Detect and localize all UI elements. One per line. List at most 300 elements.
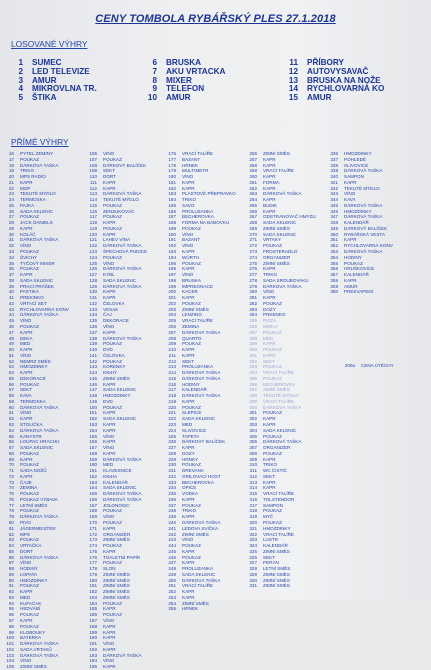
prize-name: POUKAZ bbox=[263, 433, 282, 439]
main-prizes-column-3 bbox=[285, 59, 384, 103]
prize-name: KAPR bbox=[20, 347, 33, 353]
prize-name: POUKAZ bbox=[263, 243, 282, 249]
prize-name: KAPR bbox=[344, 179, 357, 185]
prize-number: 349 bbox=[330, 225, 338, 231]
prize-name: POUKAZ bbox=[20, 623, 39, 629]
prize-name: SADA SKLENIC bbox=[263, 427, 297, 433]
prize-number: 1 bbox=[18, 58, 23, 67]
prize-number: 225 bbox=[168, 433, 176, 439]
prize-number: 292 bbox=[249, 358, 257, 364]
prize-number: 232 bbox=[168, 473, 176, 479]
prize-number: 204 bbox=[168, 312, 176, 318]
prize-number: 320 bbox=[249, 520, 257, 525]
prize-number: 251 bbox=[168, 583, 176, 589]
prize-name: KAPR bbox=[182, 589, 195, 595]
prize-number: 87 bbox=[8, 560, 14, 566]
prize-name: TERMOSKA bbox=[20, 197, 46, 203]
prize-name: DÁRKOVÁ TAŠKA bbox=[103, 652, 142, 658]
prize-name: KYBL bbox=[103, 272, 115, 278]
prize-name: MPS bbox=[20, 531, 30, 537]
prize-name: IMPREGNACE bbox=[182, 283, 213, 289]
prize-number: 229 bbox=[168, 456, 176, 462]
prize-name: HMOZDINKY bbox=[20, 577, 48, 583]
prize-name: KAPR bbox=[263, 208, 276, 214]
prize-name: ODSTRANOVAČ HMYZU bbox=[263, 214, 316, 220]
prize-number: 123 bbox=[89, 249, 97, 255]
prize-number: 67 bbox=[8, 445, 14, 451]
prize-number: 61 bbox=[8, 410, 14, 416]
prize-name: KOLÁČ bbox=[20, 231, 36, 237]
prize-name: ZIMNÍ SMĚS bbox=[263, 260, 290, 266]
page-title: CENY TOMBOLA RYBÁŘSKÝ PLES 27.1.2018 bbox=[95, 13, 336, 25]
prize-number: 278 bbox=[249, 277, 257, 283]
prize-number: 199 bbox=[168, 283, 176, 289]
prize-number: 358 bbox=[330, 277, 338, 283]
prize-number: 91 bbox=[8, 583, 14, 589]
prize-number: 169 bbox=[89, 514, 97, 520]
prize-name: KAPR bbox=[263, 156, 276, 162]
prize-name: KAPR bbox=[263, 341, 276, 347]
prize-number: 6 bbox=[152, 58, 157, 67]
prize-number: 22 bbox=[8, 185, 14, 191]
prize-number: 101 bbox=[6, 641, 14, 647]
prize-name: KAPR bbox=[103, 606, 116, 612]
prize-number: 30 bbox=[8, 231, 14, 237]
prize-name: PASTIKA bbox=[20, 289, 40, 295]
prize-row bbox=[162, 606, 236, 612]
prize-name: POUKAZ bbox=[103, 341, 122, 347]
prize-name: OPICE bbox=[182, 485, 197, 491]
prize-name: ŠPECHOVÁ PUDICE bbox=[103, 249, 148, 255]
prize-number: 216 bbox=[168, 381, 176, 387]
prize-number: 342 bbox=[330, 185, 338, 191]
prize-name: FROSTERADLO bbox=[263, 249, 298, 255]
prize-name: LAHEV VÍNA bbox=[103, 237, 131, 243]
prize-number: 35 bbox=[8, 260, 14, 266]
main-prizes-column-2 bbox=[144, 59, 225, 103]
prize-name: DÁRKOVÁ TAŠKA bbox=[20, 237, 59, 243]
prize-number: 329 bbox=[249, 571, 257, 577]
prize-name: PIZZA bbox=[263, 318, 277, 324]
prize-number: 352 bbox=[330, 243, 338, 249]
prize-name: SLEPICE bbox=[182, 410, 202, 416]
prize-number: 330 bbox=[249, 577, 257, 583]
prize-number: 186 bbox=[89, 612, 97, 618]
prize-name: POUKAZ bbox=[103, 543, 122, 549]
prize-name: ZIMNÍ SMĚS bbox=[103, 589, 130, 595]
prize-number: 265 bbox=[249, 202, 257, 208]
prize-number: 124 bbox=[89, 254, 97, 260]
prize-name: JOLONOSIC bbox=[103, 502, 130, 508]
prize-name: SEKT bbox=[263, 554, 275, 560]
prize-name: KAPR bbox=[182, 266, 195, 272]
prize-number: 327 bbox=[249, 560, 257, 566]
prize-number: 190 bbox=[89, 635, 97, 641]
prize-number: 283 bbox=[249, 306, 257, 312]
prize-number: 328 bbox=[249, 566, 257, 572]
prize-name: KALENDÁŘ bbox=[182, 387, 207, 393]
prize-name: VRACÍ TALÍŘE bbox=[263, 398, 294, 404]
prize-number: 141 bbox=[89, 352, 97, 358]
prize-name: SAMPON bbox=[263, 502, 283, 508]
main-prizes-column-1 bbox=[10, 59, 97, 103]
prize-number: 104 bbox=[6, 658, 14, 664]
prize-name: KAPR bbox=[182, 352, 195, 358]
prize-number: 203 bbox=[168, 306, 176, 312]
prize-name: KAPR bbox=[182, 496, 195, 502]
prize-name: ZIMNÍ SMĚS bbox=[182, 531, 209, 537]
prize-number: 193 bbox=[168, 249, 176, 255]
prize-name: KUFAČAK bbox=[20, 600, 42, 606]
prize-number: 212 bbox=[168, 358, 176, 364]
prize-number: 144 bbox=[89, 370, 97, 376]
prize-number: 160 bbox=[89, 462, 97, 468]
prize-name: MPS RADIO bbox=[20, 174, 46, 180]
prize-number: 79 bbox=[8, 514, 14, 520]
prize-name: VÍNO bbox=[103, 514, 115, 520]
prize-name: ZIMNÍ SMĚS bbox=[263, 225, 290, 231]
prize-name: VÍNO bbox=[182, 243, 194, 249]
prize-name: VÍNO bbox=[103, 260, 115, 266]
prize-number: 7 bbox=[152, 66, 157, 76]
prize-number: 331 bbox=[249, 583, 257, 589]
prize-name: KNIHY bbox=[103, 370, 118, 376]
prize-number: 184 bbox=[168, 197, 176, 203]
prize-number: 281 bbox=[249, 295, 257, 301]
prize-number: 189 bbox=[89, 629, 97, 635]
prize-number: 346 bbox=[330, 208, 338, 214]
prize-name: POHLEDÉ bbox=[344, 156, 366, 162]
prize-number: 254 bbox=[168, 600, 176, 606]
prize-number: 205 bbox=[168, 318, 176, 324]
prize-name: POUKAZ bbox=[20, 462, 39, 468]
prize-name: ČELOVKA bbox=[103, 352, 125, 358]
prize-name: BECHEROVKA bbox=[182, 214, 214, 220]
prize-number: 83 bbox=[8, 537, 14, 543]
prize-name: HRNKY bbox=[182, 456, 199, 462]
prize-number: 41 bbox=[8, 295, 14, 301]
prize-name: ZIMNÍ SMĚS bbox=[103, 583, 130, 589]
prize-name: BRUSKA bbox=[182, 277, 201, 283]
prize-name: DÁRKOVÁ TAŠKA bbox=[263, 439, 302, 445]
prize-name: DÁRKOVÁ TAŠKA bbox=[103, 335, 142, 341]
prize-number: 36 bbox=[8, 266, 14, 272]
prize-name: ZEMINA bbox=[20, 485, 38, 491]
prize-name: MED bbox=[20, 341, 31, 347]
prize-name: KAPR bbox=[182, 295, 195, 301]
prize-name: ČELOVKA bbox=[103, 300, 125, 306]
prize-number: 177 bbox=[168, 156, 176, 162]
prize-number: 343 bbox=[330, 191, 338, 197]
prize-number: 17 bbox=[8, 156, 14, 162]
prize-name: AKU VRTACKA bbox=[166, 66, 226, 76]
prize-name: VÍNO bbox=[103, 658, 115, 664]
prize-name: VÍNO bbox=[103, 433, 115, 439]
prize-number: 24 bbox=[8, 197, 14, 203]
prize-name: STOLIČKA bbox=[20, 421, 43, 427]
prize-name: KAPR bbox=[263, 416, 276, 422]
prize-number: 341 bbox=[330, 179, 338, 185]
prize-name: KAPR bbox=[103, 421, 116, 427]
prize-number: 12 bbox=[288, 66, 298, 76]
prize-number: 78 bbox=[8, 508, 14, 514]
prize-number: 28 bbox=[8, 220, 14, 226]
prize-name: MULTIMETR bbox=[182, 168, 209, 174]
prize-number: 27 bbox=[8, 214, 14, 220]
prize-number: 157 bbox=[89, 445, 97, 451]
prize-number: 112 bbox=[89, 185, 97, 191]
prize-number: 48 bbox=[8, 335, 14, 341]
prize-name: ZIMNÍ SMĚS bbox=[103, 537, 130, 543]
prize-name: ZIMNÍ SMĚS bbox=[103, 577, 130, 583]
prize-name: POUKAZ bbox=[20, 583, 39, 589]
prize-name: LETNÍ SMĚS bbox=[20, 502, 48, 508]
prize-name: TRIKO bbox=[20, 168, 35, 174]
prize-name: HMOZDINKY bbox=[20, 364, 48, 370]
prize-number: 25 bbox=[8, 202, 14, 208]
prize-name: KALENDÁŘ bbox=[344, 272, 369, 278]
main-prize-row bbox=[285, 85, 384, 94]
prize-number: 274 bbox=[249, 254, 257, 260]
prize-name: POUKAZ bbox=[182, 225, 201, 231]
prize-name: KALENDÁŘ bbox=[263, 543, 288, 549]
prize-number: 266 bbox=[249, 208, 257, 214]
prize-name: DÁRKOVÁ TAŠKA bbox=[20, 652, 59, 658]
prize-number: 159 bbox=[89, 456, 97, 462]
prize-number: 75 bbox=[8, 491, 14, 497]
prize-number: 284 bbox=[249, 312, 257, 318]
prize-name: DÁRKOVÁ TAŠKA bbox=[103, 191, 142, 197]
prize-number: 74 bbox=[8, 485, 14, 491]
prize-name: KAPR bbox=[263, 352, 276, 358]
prize-row bbox=[83, 664, 147, 670]
prize-name: POUKAZ bbox=[103, 254, 122, 260]
prize-number: 77 bbox=[8, 502, 14, 508]
prize-name: KAVA bbox=[344, 197, 356, 203]
prize-name: DVD bbox=[103, 347, 113, 353]
prize-name: DÁRKOVÁ TAŠKA bbox=[263, 283, 302, 289]
prize-number: 173 bbox=[89, 537, 97, 543]
prize-name: DEKORACE bbox=[20, 375, 46, 381]
prize-name: CENA ÚTĚCHY bbox=[361, 363, 394, 368]
prize-name: POUKAZ bbox=[263, 520, 282, 525]
prize-number: 257 bbox=[249, 156, 257, 162]
prize-name: BRUSKA NA NOŽE bbox=[307, 75, 381, 85]
prize-number: 318 bbox=[249, 508, 257, 514]
prize-name: DÁRKOVÁ TAŠKA bbox=[103, 283, 142, 289]
prize-number: 49 bbox=[8, 341, 14, 347]
prize-name: SADA SKLENIC bbox=[263, 231, 297, 237]
prize-number: 285 bbox=[249, 318, 257, 324]
prize-number: 350 bbox=[330, 231, 338, 237]
prize-name: PYTEL ZEMINY bbox=[20, 151, 54, 156]
prize-number: 155 bbox=[89, 433, 97, 439]
prize-name: PROLUZANKA bbox=[182, 208, 214, 214]
prize-name: DOZY bbox=[263, 306, 276, 312]
prize-name: POUKAZ bbox=[103, 225, 122, 231]
prize-number: 134 bbox=[89, 312, 97, 318]
prize-name: PREKVAPENÍ bbox=[344, 289, 374, 295]
prize-number: 258 bbox=[249, 162, 257, 168]
prize-name: VRACÍ TALÍŘE bbox=[182, 318, 213, 324]
prize-name: RYCHLOVARNÁ KONV bbox=[344, 243, 393, 249]
prize-number: 46 bbox=[8, 323, 14, 329]
prize-number: 189 bbox=[168, 225, 176, 231]
prize-number: 98 bbox=[8, 623, 14, 629]
prize-number: 321 bbox=[249, 525, 257, 531]
prize-name: ORGANIZER bbox=[263, 254, 291, 260]
prize-number: 305 bbox=[249, 433, 257, 439]
prize-number: 344 bbox=[330, 197, 338, 203]
prize-name: VÍNO bbox=[103, 445, 115, 451]
prize-name: SADA SKLENIC bbox=[20, 208, 54, 214]
prize-name: HRUŠKOVICE bbox=[344, 266, 375, 272]
prize-name: MYČ bbox=[263, 514, 274, 520]
prize-name: DÁRKOVÁ TAŠKA bbox=[344, 202, 383, 208]
prize-number: 238 bbox=[168, 508, 176, 514]
prize-number: 209 bbox=[168, 341, 176, 347]
prize-number: 165 bbox=[89, 491, 97, 497]
prize-name: RYCHLOVARNÁ KO bbox=[307, 84, 385, 94]
prize-number: 226 bbox=[168, 439, 176, 445]
prize-name: DORT bbox=[20, 548, 33, 554]
prize-number: 137 bbox=[89, 329, 97, 335]
prize-number: 18 bbox=[8, 162, 14, 168]
prize-name: SEKT bbox=[182, 358, 194, 364]
prize-number: 190 bbox=[168, 231, 176, 237]
prize-number: 217 bbox=[168, 387, 176, 393]
prize-number: 73 bbox=[8, 479, 14, 485]
prize-number: 233 bbox=[168, 479, 176, 485]
prize-number: 38 bbox=[8, 277, 14, 283]
prize-name: TELEFON bbox=[166, 84, 205, 94]
prize-number: 347 bbox=[330, 214, 338, 220]
prize-number: 140 bbox=[89, 347, 97, 353]
prize-name: DREVANA bbox=[182, 468, 204, 474]
prize-name: KAPR bbox=[103, 220, 116, 226]
prize-name: MED bbox=[103, 462, 114, 468]
prize-number: 338 bbox=[330, 162, 338, 168]
prize-name: HODINY bbox=[344, 254, 362, 260]
prize-name: KAPR bbox=[20, 225, 33, 231]
prize-name: DÁRKOVÁ TAŠKA bbox=[20, 427, 59, 433]
prize-name: DÁRKOVÁ TAŠKA bbox=[103, 243, 142, 249]
prize-number: 237 bbox=[168, 502, 176, 508]
prize-number: 259 bbox=[249, 168, 257, 174]
prize-number: 31 bbox=[8, 237, 14, 243]
prize-number: 186 bbox=[168, 208, 176, 214]
prize-number: 117 bbox=[89, 214, 97, 220]
prize-name: KAPR bbox=[103, 439, 116, 445]
prize-number: 97 bbox=[8, 618, 14, 624]
prize-name: TRIKO bbox=[182, 197, 197, 203]
prize-number: 40 bbox=[8, 289, 14, 295]
prize-number: 353 bbox=[330, 249, 338, 255]
prize-name: DÁRKOVÁ TAŠKA bbox=[182, 577, 221, 583]
prize-number: 26 bbox=[8, 208, 14, 214]
prize-number: 194 bbox=[89, 658, 97, 664]
prize-number: 280 bbox=[249, 289, 257, 295]
direct-prizes-column-3 bbox=[162, 151, 236, 612]
prize-name: KAPR bbox=[263, 197, 276, 203]
prize-number: 235 bbox=[168, 491, 176, 497]
prize-name: BRUSKA bbox=[166, 58, 202, 67]
prize-name: VÍNO bbox=[20, 318, 32, 324]
prize-name: ZIMNÍ SMĚS bbox=[103, 571, 130, 577]
prize-number: 200 bbox=[168, 289, 176, 295]
prize-number: 122 bbox=[89, 243, 97, 249]
prize-name: KAPR bbox=[263, 162, 276, 168]
prize-number: 179 bbox=[168, 168, 176, 174]
prize-name: SLIVOVICE bbox=[344, 162, 369, 168]
prize-name: POUKAZ bbox=[20, 323, 39, 329]
prize-number: 81 bbox=[8, 525, 14, 531]
prize-name: SEKT bbox=[263, 358, 275, 364]
prize-name: HEDVÁBÍ bbox=[20, 606, 41, 612]
prize-name: POUKAZ bbox=[103, 612, 122, 618]
prize-name: POUKAZ bbox=[103, 202, 122, 208]
prize-number: 307 bbox=[249, 445, 257, 451]
prize-name: DÁRKOVÁ TAŠKA bbox=[103, 456, 142, 462]
prize-number: 181 bbox=[168, 179, 176, 185]
prize-number: 219 bbox=[168, 398, 176, 404]
prize-name: HRNEK bbox=[182, 162, 199, 168]
prize-number: 270 bbox=[249, 231, 257, 237]
prize-number: 188 bbox=[89, 623, 97, 629]
prize-name: POUKAZ bbox=[103, 600, 122, 606]
prize-number: 23 bbox=[8, 191, 14, 197]
prize-number: 109 bbox=[89, 168, 97, 174]
prize-name: VÍNO bbox=[182, 272, 194, 278]
prize-name: DÁRKOVÝ BALÍČEK bbox=[103, 162, 147, 168]
prize-number: 239 bbox=[168, 514, 176, 520]
prize-number: 289 bbox=[249, 341, 257, 347]
prize-number: 150 bbox=[89, 404, 97, 410]
prize-name: FORMA NA BÁBOVKU bbox=[182, 220, 230, 226]
prize-name: RYBÁŘSKÁ VESTA bbox=[344, 231, 385, 237]
prize-number: 242 bbox=[168, 531, 176, 537]
prize-name: KAPR bbox=[182, 185, 195, 191]
prize-name: POUKAZ bbox=[263, 410, 282, 416]
prize-name: HMOZDINKY bbox=[344, 208, 372, 214]
prize-name: ZIMNÍ SMĚS bbox=[263, 571, 290, 577]
prize-number: 11 bbox=[289, 58, 298, 67]
prize-name: SADA SKLENIC bbox=[103, 277, 137, 283]
prize-number: 148 bbox=[89, 393, 97, 399]
prize-number: 37 bbox=[8, 272, 14, 278]
prize-row bbox=[243, 583, 316, 589]
prize-number: 99 bbox=[8, 629, 14, 635]
prize-number: 260 bbox=[249, 174, 257, 180]
prize-number: 185 bbox=[89, 606, 97, 612]
prize-name: DÁRKOVÁ TAŠKA bbox=[344, 214, 383, 220]
prize-name: SADA SROUBOVAKU bbox=[263, 277, 309, 283]
prize-number: 131 bbox=[89, 295, 97, 301]
prize-name: ZIMNÍ SMĚS bbox=[103, 375, 130, 381]
prize-name: TOALETNÍ PAPÍR bbox=[103, 554, 141, 560]
prize-name: VODKA bbox=[182, 491, 199, 497]
prize-name: KAPR bbox=[182, 514, 195, 520]
prize-number: 16 bbox=[8, 151, 14, 156]
prize-name: VÍNO bbox=[103, 641, 115, 647]
prize-name: AMUR bbox=[32, 75, 57, 85]
prize-number: 351 bbox=[330, 237, 338, 243]
prize-name: ORGANIZER bbox=[263, 445, 291, 451]
prize-number: 88 bbox=[8, 566, 14, 572]
prize-number: 154 bbox=[89, 427, 97, 433]
prize-row bbox=[0, 664, 69, 670]
prize-number: 247 bbox=[168, 560, 176, 566]
